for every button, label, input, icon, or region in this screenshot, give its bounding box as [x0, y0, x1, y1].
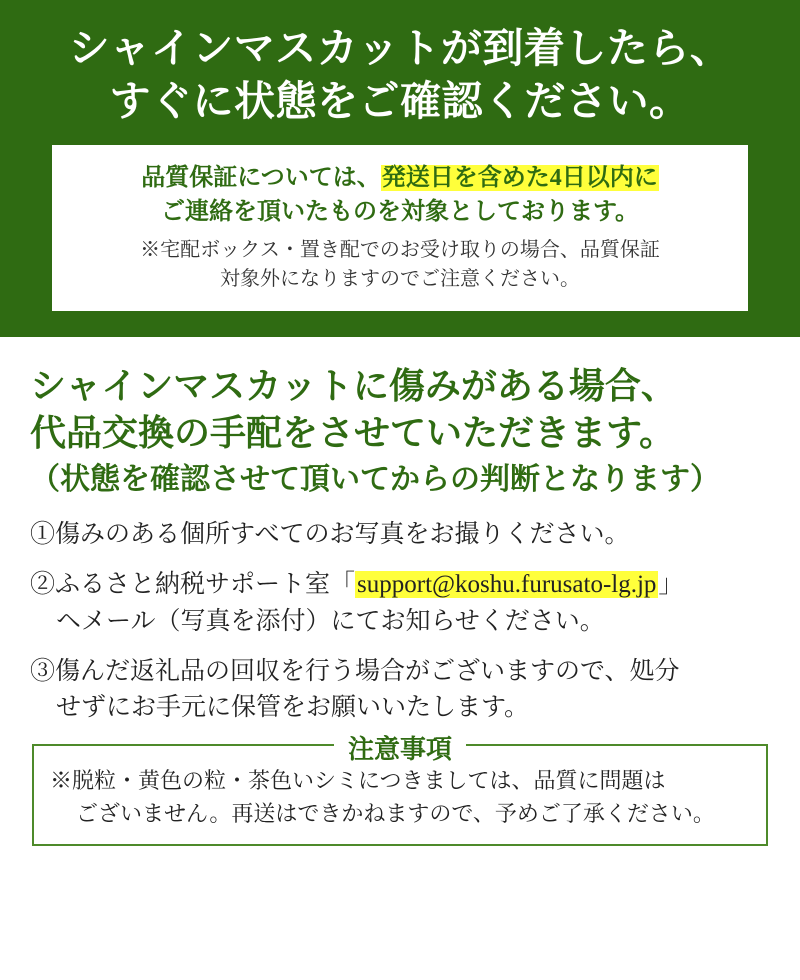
caution-line-1: ※脱粒・黄色の粒・茶色いシミにつきましては、品質に問題は	[50, 768, 666, 794]
notice-line-1-prefix: 品質保証については、	[141, 164, 381, 191]
notice-line-2: ご連絡を頂いたものを対象としております。	[160, 199, 640, 226]
step-2-text-indent: ヘメール（写真を添付）にてお知らせください。	[56, 607, 605, 635]
list-item-step-1	[30, 517, 770, 553]
section-title	[30, 363, 770, 458]
step-3-text: ③傷んだ返礼品の回収を行う場合がございますので、処分	[30, 657, 680, 685]
page-title-line-1: シャインマスカットが到着したら、	[68, 25, 732, 71]
caution-line-2: ございません。再送はできかねますので、予めご了承ください。	[76, 801, 715, 827]
list-item-step-3	[30, 654, 770, 727]
top-green-panel	[0, 0, 800, 337]
notice-sub-line-2: 対象外になりますのでご注意ください。	[220, 267, 580, 290]
step-1-text: ①傷みのある個所すべてのお写真をお撮りください。	[30, 521, 630, 548]
page-title-line-2: すぐに状態をご確認ください。	[109, 78, 691, 125]
steps-list	[30, 517, 770, 726]
caution-box	[32, 735, 768, 846]
notice-deadline-highlight: 発送日を含めた4日以内に	[381, 164, 658, 191]
list-item-step-2	[30, 567, 770, 640]
caution-body	[50, 764, 750, 830]
notice-line-1	[66, 161, 734, 196]
step-2-text-before: ②ふるさと納税サポート室「	[30, 571, 356, 599]
caution-title: 注意事項	[334, 729, 466, 766]
support-email[interactable]: support@koshu.furusato-lg.jp	[357, 571, 657, 599]
step-3-text-indent: せずにお手元に保管をお願いいたします。	[56, 694, 530, 721]
section-title-line-2: 代品交換の手配をさせていただきます。	[30, 413, 676, 454]
lower-section	[0, 337, 800, 846]
step-2-text-after: 」	[658, 571, 684, 599]
section-title-line-1: シャインマスカットに傷みがある場合、	[30, 365, 677, 406]
section-subtitle: （状態を確認させて頂いてからの判断となります）	[30, 463, 720, 496]
quality-guarantee-notice	[52, 145, 748, 311]
page-title	[24, 22, 776, 129]
notice-sub-line-1: ※宅配ボックス・置き配でのお受け取りの場合、品質保証	[140, 239, 660, 262]
